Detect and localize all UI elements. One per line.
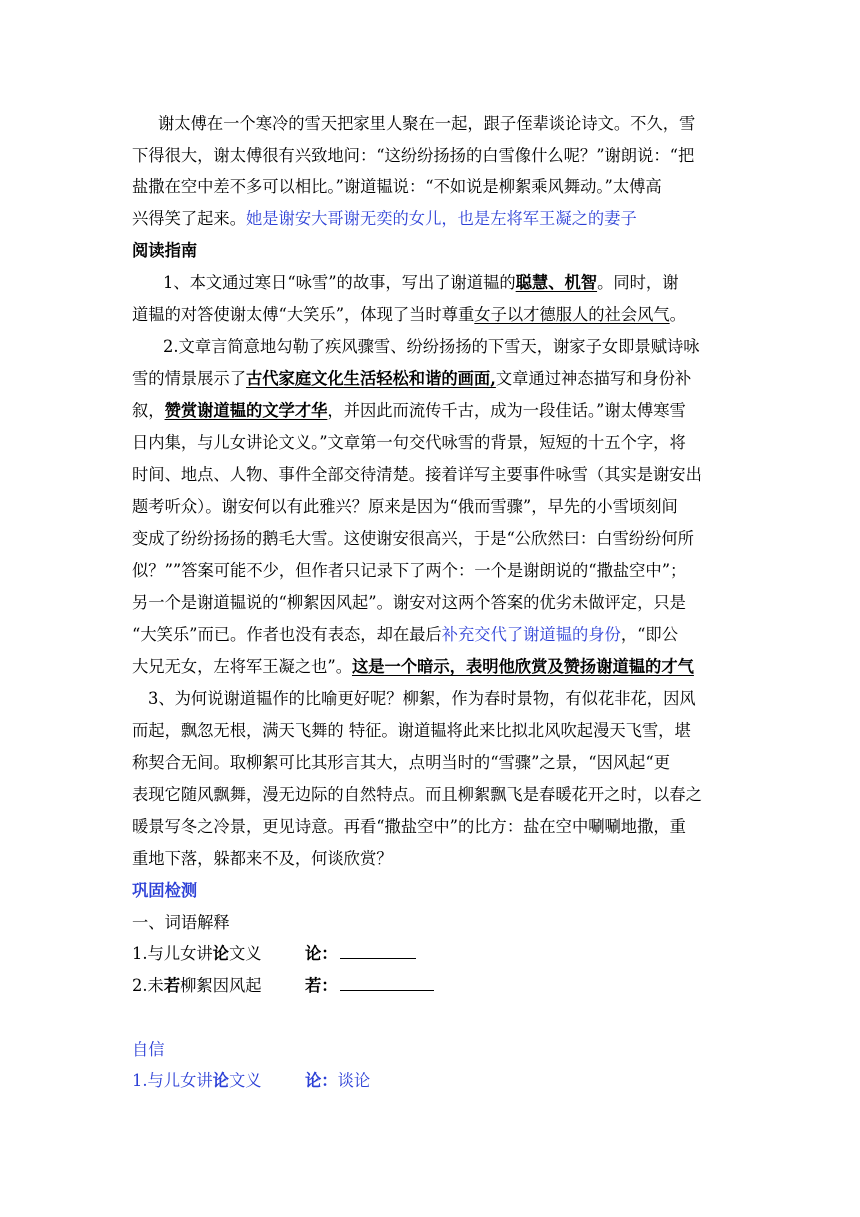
- guide-p2-line-5: 时间、地点、人物、事件全部交待清楚。接着详写主要事件咏雪（其实是谢安出: [132, 465, 702, 484]
- exercise-section: 一、词语解释: [132, 913, 230, 932]
- guide-p2-text-h: 大兄无女，左将军王凝之也”。: [132, 657, 352, 676]
- guide-p2-text-d: 叙，: [132, 401, 165, 420]
- answers-heading: 自信: [132, 1040, 165, 1059]
- exercise-q2-post: 柳絮因风起: [180, 976, 262, 995]
- exercise-q2-key: 若: [163, 976, 181, 995]
- guide-p1-line-2: [132, 303, 686, 327]
- guide-p1-text-e: 。: [669, 305, 686, 324]
- guide-p2-text-g: ，“即公: [620, 625, 678, 644]
- story-line-4-text: 兴得笑了起来。: [132, 209, 246, 228]
- guide-p1-text-a: 1、本文通过寒日“咏雪”的故事，写出了谢道韫的: [163, 273, 516, 292]
- guide-p1-highlight-wit: 聪慧、机智: [515, 273, 598, 292]
- guide-p2-text-a: 雪的情景展示了: [132, 369, 246, 388]
- exercise-q2-answer-blank[interactable]: [340, 974, 434, 998]
- guide-p2-text-e: ，并因此而流传千古，成为一段佳话。”谢太傅寒雪: [327, 401, 686, 420]
- guide-p2-line-9: 另一个是谢道韫说的“柳絮因风起”。谢安对这两个答案的优劣未做评定，只是: [132, 593, 686, 612]
- guide-p3-line-3: 称契合无间。取柳絮可比其形言其大，点明当时的“雪骤”之景，“因风起“更: [132, 753, 671, 772]
- guide-p3-line-5: 暖景写冬之冷景，更见诗意。再看“撒盐空中”的比方：盐在空中唰唰地撒，重: [132, 817, 686, 836]
- guide-heading: 阅读指南: [132, 241, 198, 260]
- exercise-q1-answer-blank[interactable]: [340, 942, 416, 966]
- exercise-q1-post: 文义: [228, 944, 262, 963]
- guide-p3-line-4: 表现它随风飘舞，漫无边际的自然特点。而且柳絮飘飞是春暖花开之时，以春之: [132, 785, 702, 804]
- guide-p2-line-6: 题考听众）。谢安何以有此雅兴？原来是因为“俄而雪骤”，早先的小雪顷刻间: [132, 497, 678, 516]
- exercise-q2-pre: 2.未: [132, 976, 164, 995]
- guide-p2-text-c: 文章通过神态描写和身份补: [495, 369, 692, 388]
- exercise-q1-key: 论: [212, 944, 229, 963]
- guide-p2-line-3: [132, 399, 686, 423]
- exercise-heading: 巩固检测: [132, 881, 198, 900]
- answers-a1-key: 论: [212, 1071, 229, 1090]
- guide-p2-line-8: 似？””答案可能不少，但作者只记录下了两个：一个是谢朗说的“撒盐空中”；: [132, 561, 687, 580]
- guide-p2-highlight-family: 古代家庭文化生活轻松和谐的画面,: [245, 369, 496, 388]
- answers-a1-post: 文义: [228, 1071, 262, 1090]
- guide-p2-line-2: [132, 367, 691, 391]
- exercise-q1-label: 论：: [305, 944, 338, 963]
- answers-a1-answer: [305, 1069, 370, 1093]
- guide-p2-line-10: [132, 623, 678, 647]
- exercise-q1: [132, 942, 262, 966]
- guide-p1-text-d: 道韫的对答使谢太傅“大笑乐”，体现了当时尊重: [132, 305, 475, 324]
- guide-p2-line-4: 日内集，与儿女讲论文义。”文章第一句交代咏雪的背景，短短的十五个字，将: [132, 433, 686, 452]
- guide-p1-line-1: [163, 271, 678, 295]
- answers-a1-label: 论：: [305, 1071, 338, 1090]
- story-note: 她是谢安大哥谢无奕的女儿，也是左将军王凝之的妻子: [245, 209, 637, 228]
- exercise-q1-pre: 1.与儿女讲: [132, 944, 213, 963]
- story-line-1: 谢太傅在一个寒冷的雪天把家里人聚在一起，跟子侄辈谈论诗文。不久，雪: [158, 114, 696, 133]
- exercise-q2-label: 若：: [305, 976, 338, 995]
- answers-a1-value: 谈论: [337, 1071, 371, 1090]
- guide-p2-highlight-hint: 这是一个暗示，表明他欣赏及赞扬谢道韫的才气: [351, 657, 694, 676]
- guide-p2-line-7: 变成了纷纷扬扬的鹅毛大雪。这使谢安很高兴，于是“公欣然曰：白雪纷纷何所: [132, 529, 694, 548]
- story-line-2: 下得很大，谢太傅很有兴致地问：“这纷纷扬扬的白雪像什么呢？”谢朗说：“把: [132, 146, 695, 165]
- guide-p2-line-1: 2.文章言简意地勾勒了疾风骤雪、纷纷扬扬的下雪天，谢家子女即景赋诗咏: [163, 337, 700, 356]
- guide-p2-text-f: “大笑乐”而已。作者也没有表态，却在最后: [132, 625, 442, 644]
- answers-a1: [132, 1069, 262, 1093]
- guide-p1-highlight-custom: 女子以才德服人的社会风气: [474, 305, 670, 324]
- guide-p3-line-1: 3、为何说谢道韫作的比喻更好呢？柳絮，作为春时景物，有似花非花，因风: [148, 689, 696, 708]
- story-line-3: 盐撒在空中差不多可以相比。”谢道韫说：“不如说是柳絮乘风舞动。”太傅高: [132, 177, 662, 196]
- guide-p2-note-identity: 补充交代了谢道韫的身份: [441, 625, 621, 644]
- answers-a1-pre: 1.与儿女讲: [132, 1071, 213, 1090]
- guide-p2-highlight-talent: 赞赏谢道韫的文学才华: [164, 401, 328, 420]
- guide-p3-line-2: 而起，飘忽无根，满天飞舞的 特征。谢道韫将此来比拟北风吹起漫天飞雪，堪: [132, 721, 691, 740]
- guide-p2-line-11: [132, 655, 694, 679]
- story-line-4: [132, 207, 637, 231]
- guide-p1-text-c: 。同时，谢: [597, 273, 679, 292]
- exercise-q2: [132, 974, 262, 998]
- guide-p3-line-6: 重地下落，躲都来不及，何谈欣赏？: [132, 849, 393, 868]
